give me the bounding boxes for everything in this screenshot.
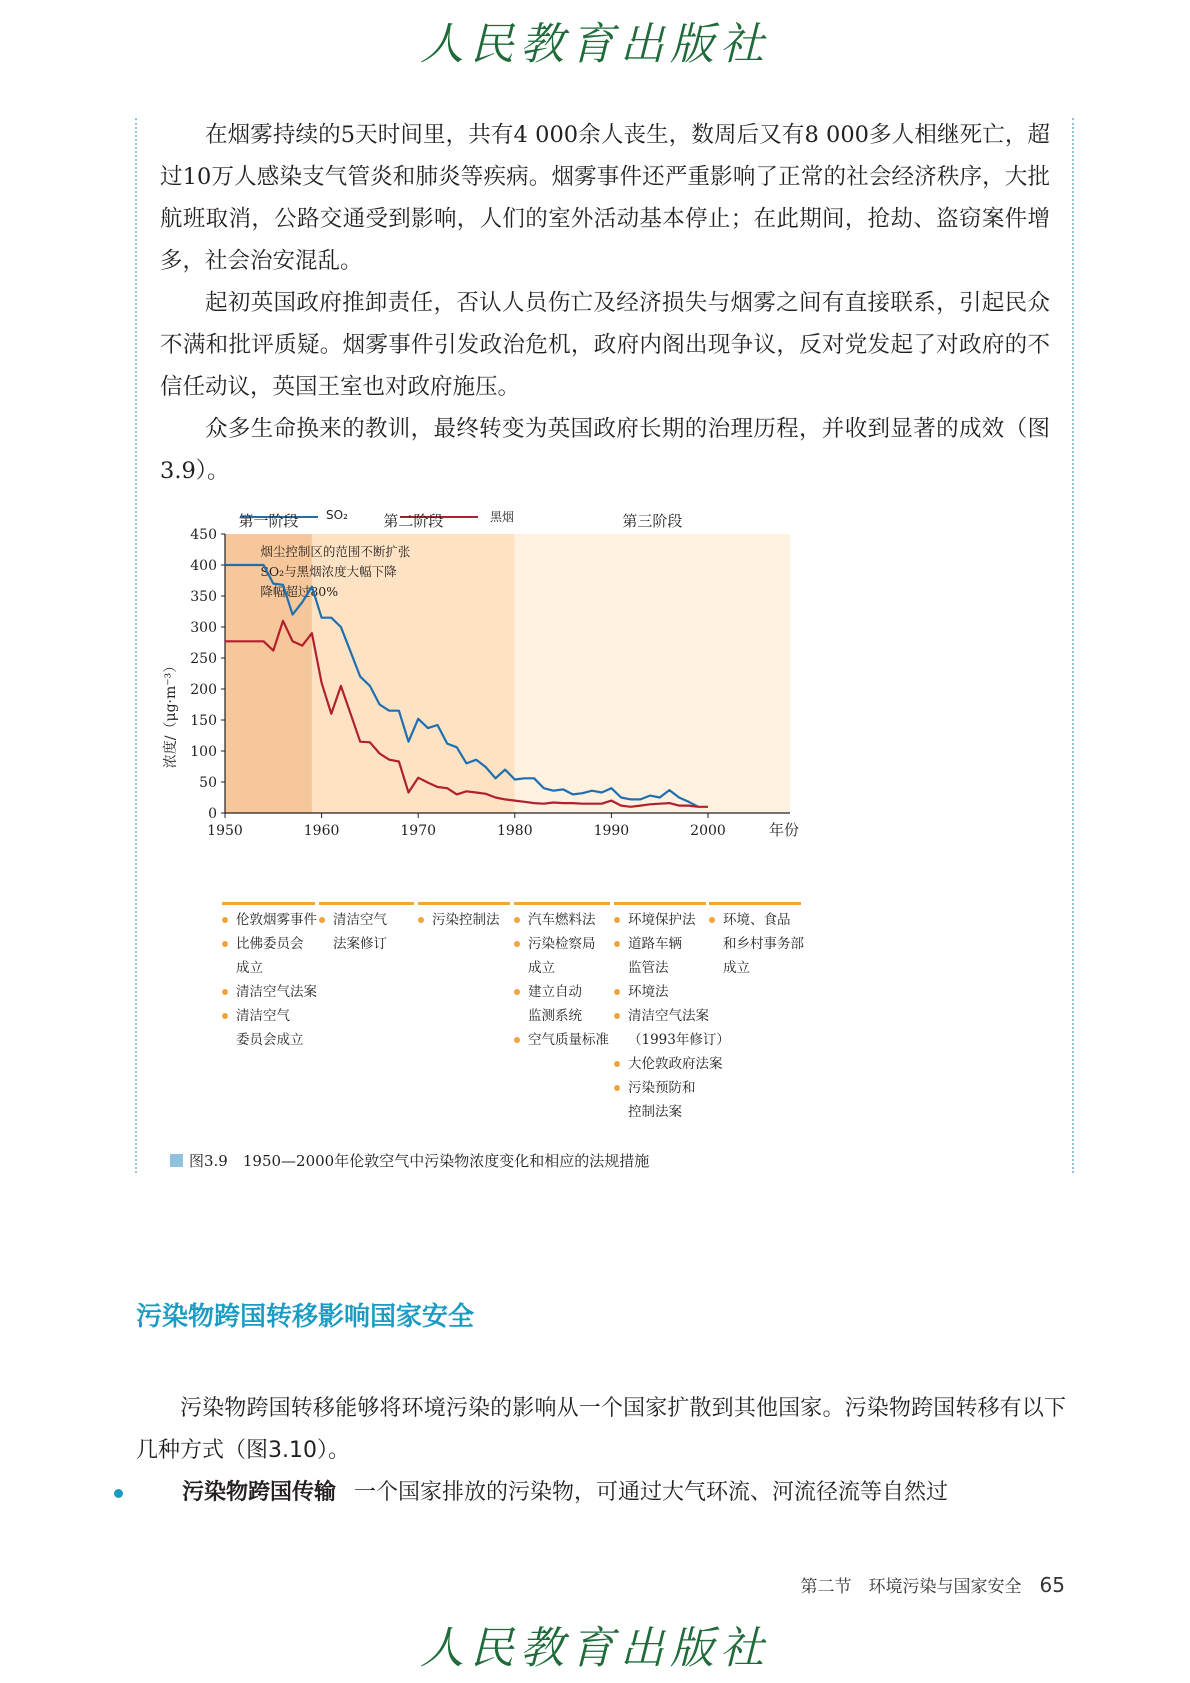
- law-item-text: 环境法: [628, 984, 669, 1000]
- law-bullet-icon: [514, 941, 520, 947]
- law-column-6: [709, 908, 804, 980]
- law-bullet-icon: [709, 917, 715, 923]
- law-bullet-icon: [614, 1013, 620, 1019]
- law-bullet-icon: [514, 917, 520, 923]
- page-number: 65: [1039, 1573, 1065, 1597]
- footer-section-title: 第二节 环境污染与国家安全: [800, 1577, 1022, 1597]
- y-tick-label-100: 100: [190, 744, 217, 760]
- law-item-text: 清洁空气法案: [236, 984, 317, 1000]
- law-column-1: [222, 908, 317, 1052]
- y-tick-label-150: 150: [190, 713, 217, 729]
- bullet-heading: 污染物跨国传输: [182, 1480, 337, 1505]
- annotation-line-2: SO₂与黑烟浓度大幅下降: [260, 564, 397, 579]
- law-period-bar: [319, 902, 414, 905]
- figure-caption: [170, 1150, 649, 1171]
- y-tick-label-50: 50: [199, 775, 217, 791]
- law-bullet-icon: [614, 1085, 620, 1091]
- body-paragraph-intro: 污染物跨国转移能够将环境污染的影响从一个国家扩散到其他国家。污染物跨国转移有以下几种方式（图3.10）。: [136, 1396, 1066, 1463]
- law-bullet-icon: [614, 941, 620, 947]
- law-item: [222, 908, 317, 932]
- section-heading: 污染物跨国转移影响国家安全: [136, 1302, 475, 1332]
- annotation-line-1: 烟尘控制区的范围不断扩张: [260, 544, 411, 559]
- law-item-text: 比佛委员会 成立: [236, 936, 304, 976]
- legend-label-so2: SO₂: [326, 508, 348, 522]
- law-bullet-icon: [418, 917, 424, 923]
- law-item-text: 道路车辆 监管法: [628, 936, 682, 976]
- law-bullet-icon: [319, 917, 325, 923]
- bullet-paragraph: [136, 1472, 1066, 1514]
- y-tick-label-350: 350: [190, 589, 217, 605]
- law-item: [514, 932, 609, 980]
- bullet-dot-icon: [114, 1489, 123, 1498]
- law-item-text: 建立自动 监测系统: [528, 984, 582, 1024]
- law-item: [514, 1028, 609, 1052]
- law-item: [514, 980, 609, 1028]
- law-item-text: 环境、食品 和乡村事务部 成立: [723, 912, 804, 976]
- caption-square-icon: [170, 1154, 183, 1167]
- phase-label-1: 第一阶段: [238, 512, 299, 530]
- law-period-bar: [418, 902, 510, 905]
- law-bullet-icon: [614, 1061, 620, 1067]
- law-bullet-icon: [514, 1037, 520, 1043]
- law-item-text: 清洁空气 委员会成立: [236, 1008, 304, 1048]
- x-tick-label-1950: 1950: [207, 823, 243, 839]
- phase-label-2: 第二阶段: [383, 512, 444, 530]
- x-tick-label-1970: 1970: [400, 823, 437, 839]
- law-bullet-icon: [222, 1013, 228, 1019]
- paragraph-3: 众多生命换来的教训，最终转变为英国政府长期的治理历程，并收到显著的成效（图3.9）。: [160, 416, 1050, 484]
- law-bullet-icon: [514, 989, 520, 995]
- y-tick-label-200: 200: [190, 682, 217, 698]
- law-item: [418, 908, 500, 932]
- law-item-text: 大伦敦政府法案: [628, 1056, 723, 1072]
- paragraph-1: 在烟雾持续的5天时间里，共有4 000余人丧生，数周后又有8 000多人相继死亡，超过10万人感染支气管炎和肺炎等疾病。烟雾事件还严重影响了正常的社会经济秩序，大批航班取消，公路交通受到影响，人们的室外活动基本停止；在此期间，抢劫、盗窃案件增多，社会治安混乱。: [160, 122, 1050, 274]
- law-period-bar: [614, 902, 706, 905]
- law-item: [222, 1004, 317, 1052]
- law-period-bar: [514, 902, 610, 905]
- law-item: [319, 908, 387, 956]
- law-bullet-icon: [614, 989, 620, 995]
- y-tick-label-400: 400: [190, 558, 217, 574]
- law-item-text: 污染控制法: [432, 912, 500, 928]
- pollution-line-chart: [160, 512, 860, 918]
- y-tick-label-300: 300: [190, 620, 217, 636]
- y-tick-label-250: 250: [190, 651, 217, 667]
- law-item-text: 污染预防和 控制法案: [628, 1080, 696, 1120]
- figure-caption-text: 图3.9 1950—2000年伦敦空气中污染物浓度变化和相应的法规措施: [189, 1152, 650, 1170]
- y-axis-label: 浓度/（μg·m⁻³）: [163, 658, 179, 769]
- y-tick-label-450: 450: [190, 527, 217, 543]
- law-period-bar: [222, 902, 315, 905]
- law-item-text: 伦敦烟雾事件: [236, 912, 317, 928]
- law-item: [614, 1004, 730, 1052]
- phase-band-3: [515, 534, 790, 813]
- law-bullet-icon: [222, 989, 228, 995]
- law-item-text: 清洁空气 法案修订: [333, 912, 387, 952]
- law-item-text: 空气质量标准: [528, 1032, 609, 1048]
- x-tick-label-1990: 1990: [593, 823, 630, 839]
- law-item: [614, 980, 730, 1004]
- page-footer: [801, 1572, 1065, 1597]
- law-column-3: [418, 908, 500, 932]
- law-item-text: 环境保护法: [628, 912, 696, 928]
- publisher-logo-bottom: 人民教育出版社: [420, 1623, 770, 1674]
- law-item: [514, 908, 609, 932]
- law-item: [614, 1076, 730, 1124]
- x-tick-label-1960: 1960: [303, 823, 340, 839]
- x-axis-label: 年份: [768, 821, 800, 839]
- law-bullet-icon: [614, 917, 620, 923]
- law-timeline: [235, 908, 875, 1138]
- law-period-bar: [709, 902, 801, 905]
- law-column-2: [319, 908, 387, 956]
- law-item-text: 清洁空气法案 （1993年修订）: [628, 1008, 730, 1048]
- law-bullet-icon: [222, 917, 228, 923]
- law-item: [222, 932, 317, 980]
- law-item: [222, 980, 317, 1004]
- bullet-text: 一个国家排放的污染物，可通过大气环流、河流径流等自然过: [354, 1480, 949, 1505]
- publisher-logo-top: 人民教育出版社: [420, 19, 770, 70]
- paragraph-2: 起初英国政府推卸责任，否认人员伤亡及经济损失与烟雾之间有直接联系，引起民众不满和批评质疑。烟雾事件引发政治危机，政府内阁出现争议，反对党发起了对政府的不信任动议，英国王室也对政府施压。: [160, 290, 1050, 400]
- x-tick-label-1980: 1980: [496, 823, 533, 839]
- law-item-text: 汽车燃料法: [528, 912, 596, 928]
- law-item: [709, 908, 804, 980]
- phase-label-3: 第三阶段: [622, 512, 683, 530]
- law-column-4: [514, 908, 609, 1052]
- law-item-text: 污染检察局 成立: [528, 936, 596, 976]
- annotation-line-3: 降幅超过80%: [260, 584, 339, 599]
- law-bullet-icon: [222, 941, 228, 947]
- legend-label-black-smoke: 黑烟: [490, 510, 515, 524]
- law-item: [614, 1052, 730, 1076]
- y-tick-label-0: 0: [208, 806, 217, 822]
- x-tick-label-2000: 2000: [690, 823, 726, 839]
